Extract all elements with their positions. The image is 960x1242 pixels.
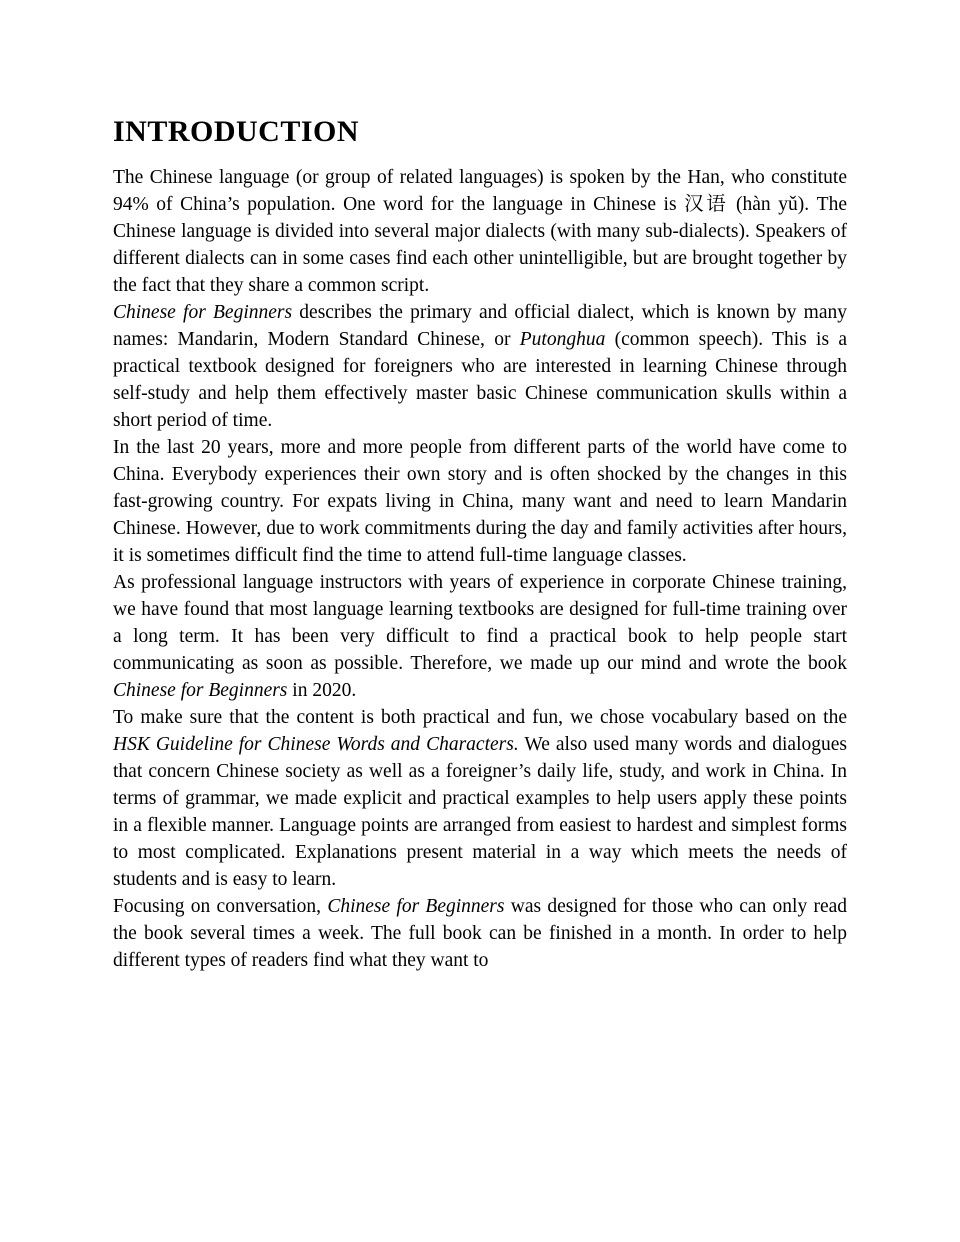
italic-text-run: HSK Guideline for Chinese Words and Characters. [113, 734, 519, 755]
paragraph [113, 434, 847, 569]
paragraph [113, 704, 847, 893]
document-content [113, 112, 847, 974]
text-run: (common speech). This is a practical textbook designed for foreigners who are interested in learning Chinese through self-study and help them effectively master basic Chinese communication skulls within a short period of time. [113, 329, 847, 431]
italic-text-run: Chinese for Beginners [327, 896, 505, 917]
text-run: In the last 20 years, more and more people from different parts of the world have come to China. Everybody experiences their own story and is often shocked by the changes in this fast-growing country. For expats living in China, many want and need to learn Mandarin Chinese. However, due to work commitments during the day and family activities after hours, it is sometimes difficult find the time to attend full-time language classes. [113, 437, 847, 566]
text-run: in 2020. [287, 680, 357, 701]
text-run: As professional language instructors with years of experience in corporate Chinese training, we have found that most language learning textbooks are designed for full-time training over a long term. It has been very difficult to find a practical book to help people start communicating as soon as possible. Therefore, we made up our mind and wrote the book [113, 572, 847, 674]
italic-text-run: Putonghua [519, 329, 606, 350]
text-run: The Chinese language (or group of related languages) is spoken by the Han, who constitute 94% of China’s population. One word for the language in Chinese is 汉语 (hàn yǔ). The Chinese language is divided into several major dialects (with many sub-dialects). Speakers of different dialects can in some cases find each other unintelligible, but are brought together by the fact that they share a common script. [113, 167, 847, 296]
paragraph [113, 299, 847, 434]
text-run: Focusing on conversation, [113, 896, 328, 917]
paragraph [113, 569, 847, 704]
page-title: INTRODUCTION [113, 115, 360, 148]
text-run: To make sure that the content is both practical and fun, we chose vocabulary based on the [113, 707, 847, 728]
text-run: We also used many words and dialogues that concern Chinese society as well as a foreigner’s daily life, study, and work in China. In terms of grammar, we made explicit and practical examples to help users apply these points in a flexible manner. Language points are arranged from easiest to hardest and simplest forms to most complicated. Explanations present material in a way which meets the needs of students and is easy to learn. [113, 734, 847, 890]
italic-text-run: Chinese for Beginners [113, 302, 293, 323]
italic-text-run: Chinese for Beginners [113, 680, 288, 701]
document-body [113, 164, 847, 974]
paragraph [113, 893, 847, 974]
paragraph [113, 164, 847, 299]
text-run: describes the primary and official dialect, which is known by many names: Mandarin, Modern Standard Chinese, or [113, 302, 847, 350]
text-run: was designed for those who can only read the book several times a week. The full book can be finished in a month. In order to help different types of readers find what they want to [113, 896, 848, 971]
